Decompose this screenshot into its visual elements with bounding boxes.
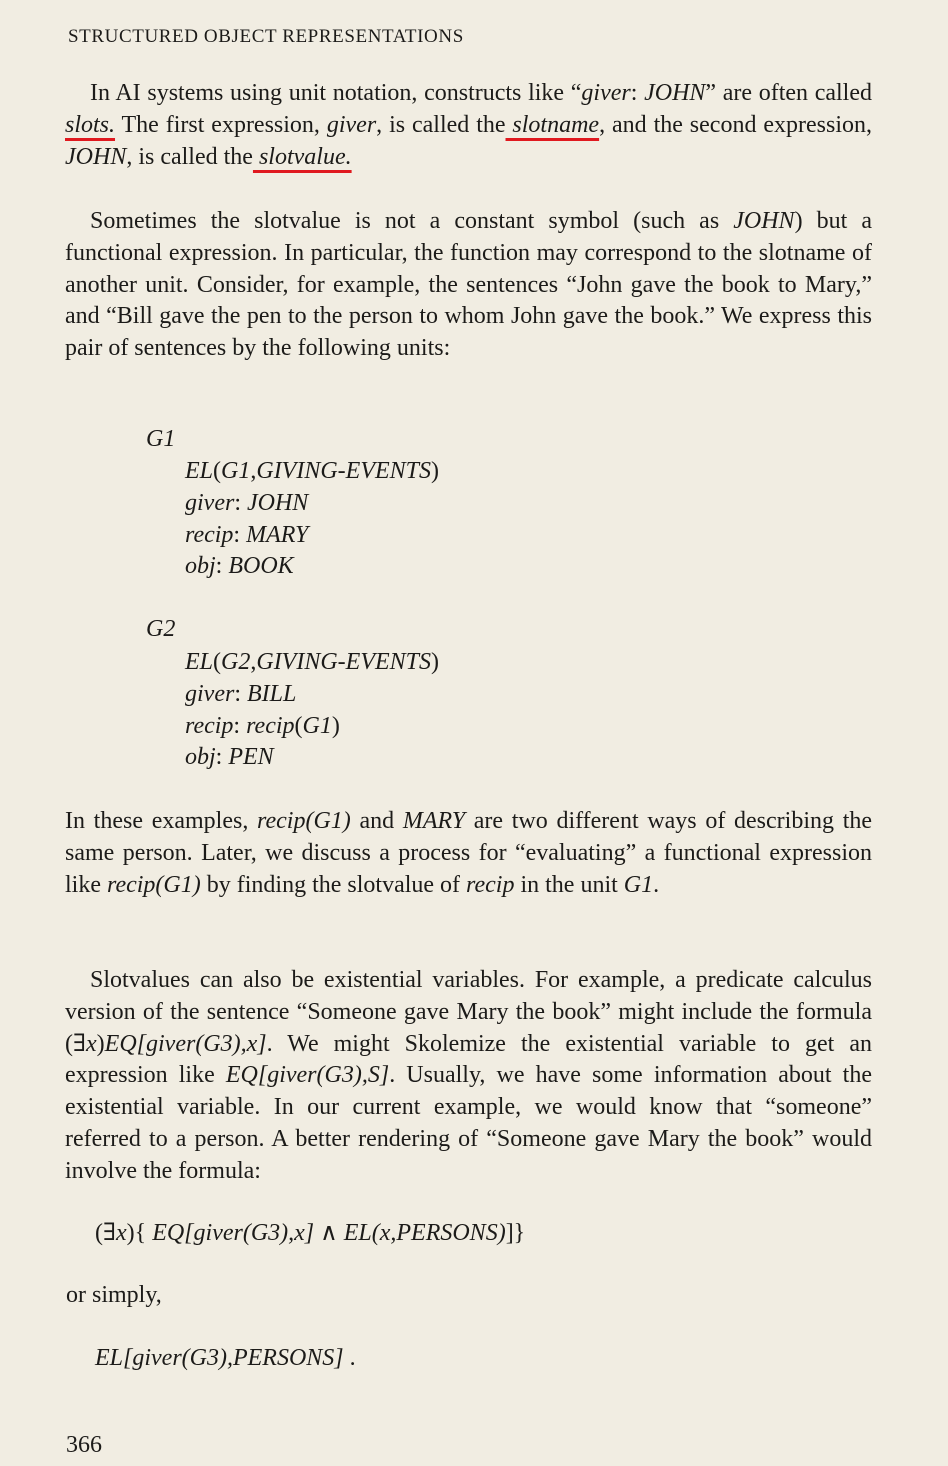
unit-line: recip: MARY	[185, 521, 309, 548]
paragraph-slots: In AI systems using unit notation, constructs like “giver: JOHN” are often called slots. The first expression, giver, is called the slotname, and the second expression, JOHN, is called the slotvalue.	[65, 80, 873, 170]
unit-g2-name: G2	[146, 616, 176, 642]
unit-g2-slots	[185, 647, 439, 774]
unit-g1-name: G1	[146, 426, 176, 452]
formula-existential: (∃x){ EQ[giver(G3),x] ∧ EL(x,PERSONS)]}	[95, 1220, 526, 1246]
unit-line: giver: BILL	[185, 680, 297, 707]
highlight-slots: slots.	[65, 111, 116, 138]
unit-line: EL(G2,GIVING-EVENTS)	[185, 649, 440, 675]
unit-line: EL(G1,GIVING-EVENTS)	[185, 458, 440, 484]
paragraph-existential: Slotvalues can also be existential variables. For example, a predicate calculus version of the sentence “Someone gave Mary the book” might include the formula (∃x)EQ[giver(G3),x]. We might Skolemize the existential variable to get an expression like EQ[giver(G3),S]. Usually, we have some information about the existential variable. In our current example, we would know that “someone” referred to a person. A better rendering of “Someone gave Mary the book” would involve the formula:	[65, 967, 873, 1184]
unit-line: giver: JOHN	[185, 489, 309, 516]
unit-line: obj: BOOK	[185, 553, 294, 580]
page-number: 366	[66, 1432, 102, 1458]
unit-line: obj: PEN	[185, 744, 274, 771]
unit-line: recip: recip(G1)	[185, 712, 340, 739]
or-simply-text: or simply,	[66, 1282, 162, 1308]
highlight-slotvalue: slotvalue.	[252, 143, 352, 170]
highlight-slotname: slotname	[505, 111, 600, 138]
formula-simplified: EL[giver(G3),PERSONS] .	[95, 1345, 356, 1371]
paragraph-evaluation: In these examples, recip(G1) and MARY are two different ways of describing the same person. Later, we discuss a process for “evaluating” a functional expression like recip(G1) by finding the slotvalue of recip in the unit G1.	[65, 808, 873, 898]
paragraph-functional-slotvalue: Sometimes the slotvalue is not a constant symbol (such as JOHN) but a functional expression. In particular, the function may correspond to the slotname of another unit. Consider, for example, the sentences “John gave the book to Mary,” and “Bill gave the pen to the person to whom John gave the book.” We express this pair of sentences by the following units:	[65, 208, 873, 362]
unit-g1-slots	[185, 456, 439, 583]
running-header: STRUCTURED OBJECT REPRESENTATIONS	[68, 26, 464, 47]
